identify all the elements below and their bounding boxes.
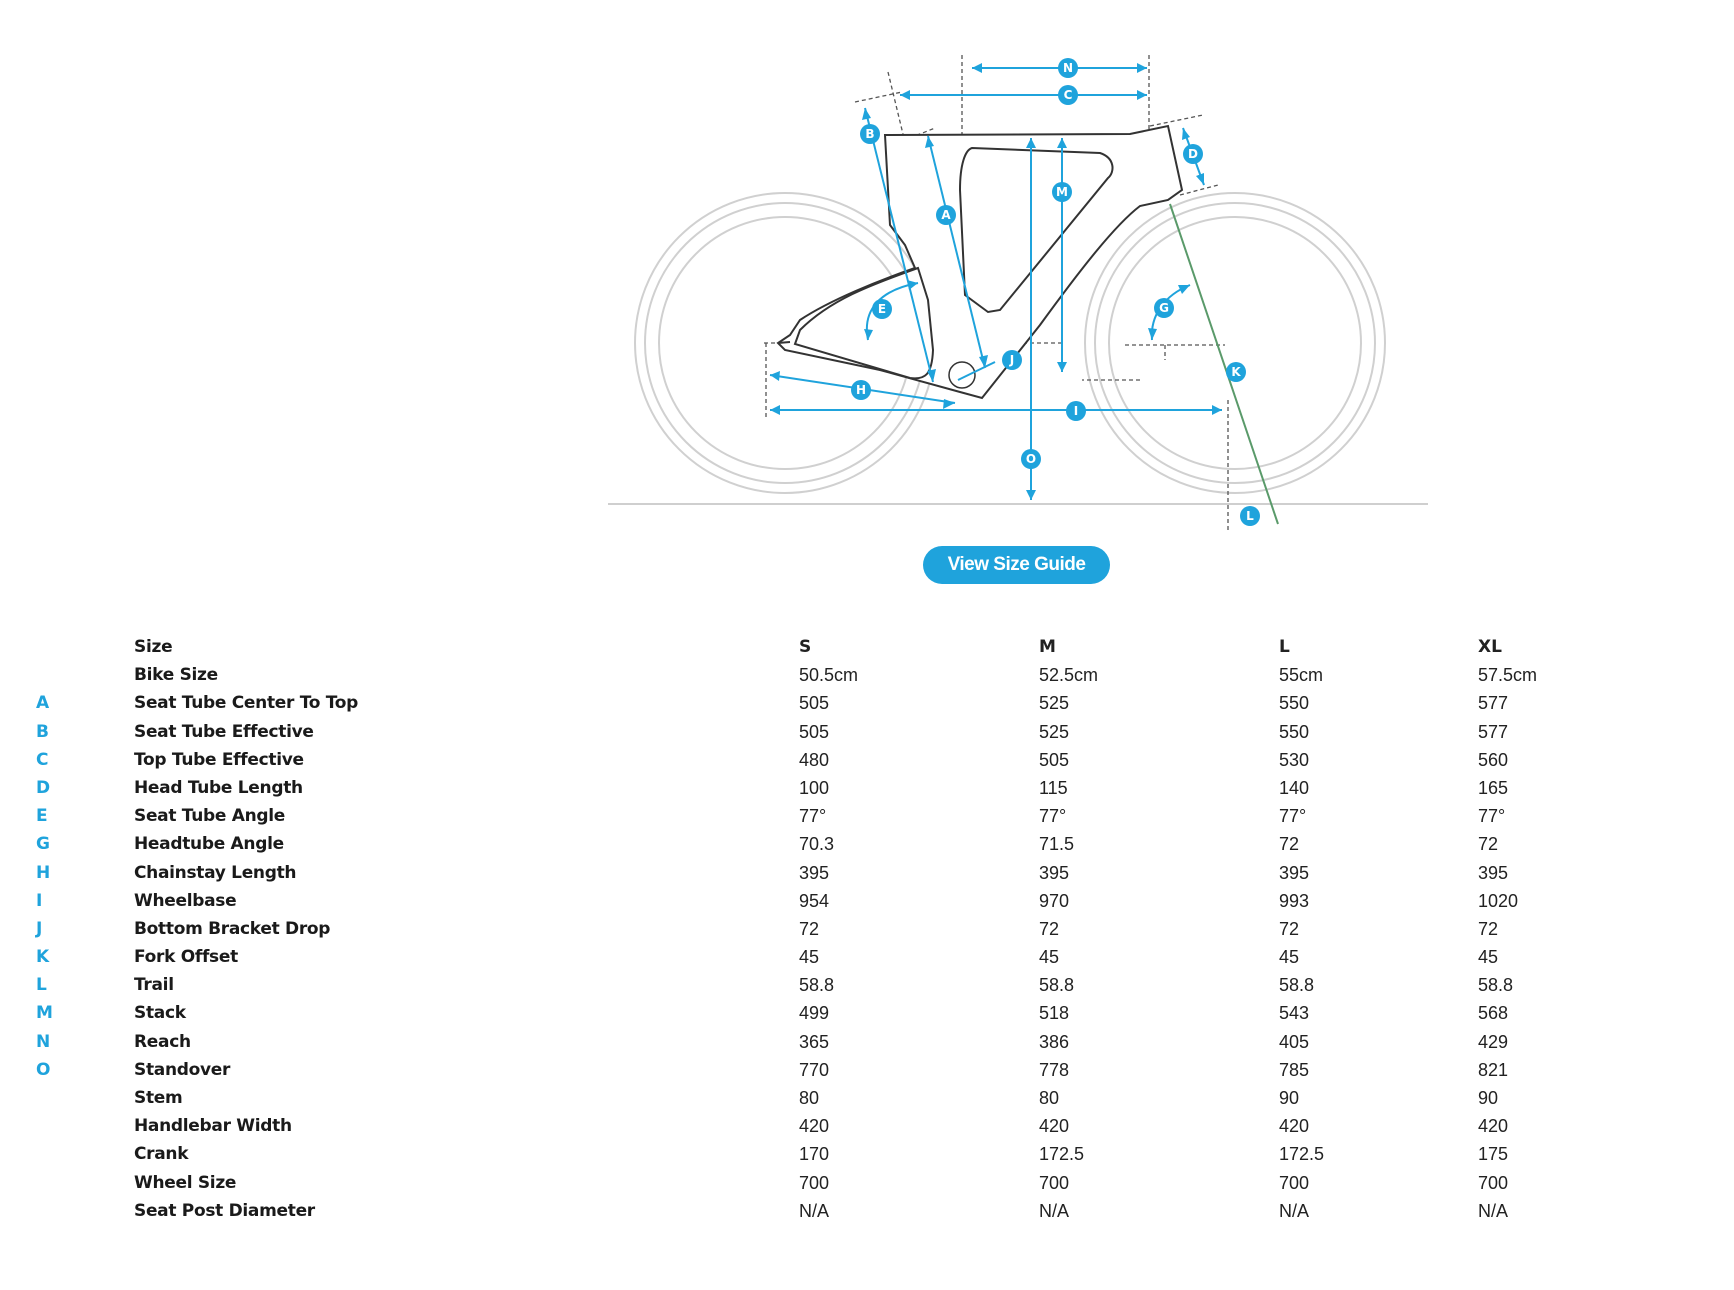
marker-K: [1226, 362, 1246, 382]
row-value: 77°: [799, 806, 827, 827]
marker-I: [1066, 401, 1086, 421]
row-value: 993: [1279, 890, 1310, 911]
row-letter: B: [36, 721, 49, 742]
row-value: 480: [799, 749, 830, 770]
marker-M: [1052, 182, 1072, 202]
row-value: 115: [1039, 777, 1068, 798]
row-value: 405: [1279, 1031, 1310, 1052]
row-value: 505: [799, 693, 830, 714]
row-label: Wheelbase: [134, 890, 237, 911]
table-row: [0, 915, 1734, 943]
table-row: [0, 1112, 1734, 1140]
row-label: Chainstay Length: [134, 862, 297, 883]
row-label: Wheel Size: [134, 1172, 237, 1193]
table-body: [0, 661, 1734, 1225]
svg-text:K: K: [1231, 365, 1241, 379]
row-label: Seat Tube Center To Top: [134, 693, 359, 714]
row-value: 420: [799, 1116, 830, 1137]
row-value: 72: [1478, 834, 1499, 855]
row-label: Headtube Angle: [134, 834, 284, 855]
row-value: 175: [1478, 1144, 1509, 1165]
row-label: Seat Tube Angle: [134, 806, 286, 827]
row-value: 55cm: [1279, 665, 1324, 686]
marker-D: [1183, 144, 1203, 164]
row-label: Seat Post Diameter: [134, 1200, 315, 1221]
row-value: 50.5cm: [799, 665, 859, 686]
row-label: Handlebar Width: [134, 1116, 292, 1137]
row-label: Bike Size: [134, 665, 218, 686]
row-value: 970: [1039, 890, 1070, 911]
row-value: 1020: [1478, 890, 1519, 911]
row-value: 700: [1478, 1172, 1509, 1193]
marker-L: [1240, 506, 1260, 526]
row-value: 52.5cm: [1039, 665, 1099, 686]
row-value: 58.8: [1279, 975, 1315, 996]
row-value: 395: [1039, 862, 1070, 883]
row-letter: M: [36, 1003, 53, 1024]
row-value: 45: [1039, 947, 1060, 968]
row-value: 45: [1279, 947, 1300, 968]
bike-geometry-diagram: [0, 0, 1734, 540]
row-label: Bottom Bracket Drop: [134, 918, 331, 939]
row-value: 77°: [1279, 806, 1307, 827]
svg-text:B: B: [865, 127, 875, 141]
row-value: 72: [1279, 834, 1300, 855]
row-value: 700: [1039, 1172, 1070, 1193]
row-label: Head Tube Length: [134, 777, 303, 798]
row-letter: N: [36, 1031, 51, 1052]
row-label: Fork Offset: [134, 947, 238, 968]
row-value: 365: [799, 1031, 830, 1052]
row-value: 543: [1279, 1003, 1310, 1024]
row-letter: J: [36, 918, 43, 939]
marker-C: [1058, 85, 1078, 105]
row-value: 71.5: [1039, 834, 1075, 855]
row-label: Trail: [134, 975, 174, 996]
table-row: [0, 689, 1734, 717]
row-value: 505: [1039, 749, 1070, 770]
svg-text:C: C: [1063, 88, 1073, 102]
row-value: N/A: [1478, 1200, 1509, 1221]
header-size-s: S: [799, 637, 812, 657]
svg-text:M: M: [1056, 185, 1068, 199]
row-value: 530: [1279, 749, 1310, 770]
row-value: 954: [799, 890, 830, 911]
header-size-label: Size: [134, 637, 173, 657]
row-value: 386: [1039, 1031, 1070, 1052]
row-letter: G: [36, 834, 50, 855]
row-value: 58.8: [799, 975, 835, 996]
row-value: 100: [799, 777, 830, 798]
marker-G: [1154, 298, 1174, 318]
row-letter: L: [36, 975, 47, 996]
table-row: [0, 1140, 1734, 1168]
row-value: 700: [1279, 1172, 1310, 1193]
row-label: Standover: [134, 1059, 231, 1080]
row-label: Stem: [134, 1088, 183, 1108]
row-value: 77°: [1478, 806, 1506, 827]
row-value: 165: [1478, 777, 1509, 798]
svg-text:E: E: [877, 302, 887, 316]
row-label: Stack: [134, 1003, 186, 1024]
svg-text:O: O: [1025, 452, 1037, 466]
marker-E: [872, 299, 892, 319]
svg-text:G: G: [1159, 301, 1169, 315]
row-value: 568: [1478, 1003, 1509, 1024]
row-letter: E: [36, 806, 48, 827]
table-row: [0, 859, 1734, 887]
row-value: 420: [1039, 1116, 1070, 1137]
geometry-table: [0, 633, 1734, 1225]
marker-A: [936, 205, 956, 225]
row-value: 505: [799, 721, 830, 742]
row-value: 420: [1279, 1116, 1310, 1137]
row-label: Top Tube Effective: [134, 749, 304, 770]
marker-B: [860, 124, 880, 144]
row-label: Seat Tube Effective: [134, 721, 314, 742]
svg-text:I: I: [1073, 404, 1079, 418]
row-value: 172.5: [1039, 1144, 1085, 1165]
row-value: 420: [1478, 1116, 1509, 1137]
svg-text:H: H: [855, 383, 867, 397]
row-value: 70.3: [799, 834, 835, 855]
row-value: 90: [1279, 1088, 1300, 1108]
row-letter: K: [36, 947, 50, 968]
svg-text:L: L: [1246, 509, 1254, 523]
row-label: Crank: [134, 1144, 189, 1165]
table-row: [0, 971, 1734, 999]
row-value: 172.5: [1279, 1144, 1325, 1165]
svg-text:J: J: [1009, 353, 1015, 367]
row-letter: C: [36, 749, 49, 770]
header-size-l: L: [1279, 637, 1290, 657]
row-value: 72: [799, 918, 820, 939]
row-value: 170: [799, 1144, 830, 1165]
table-row: [0, 999, 1734, 1027]
row-value: 525: [1039, 693, 1070, 714]
marker-N: [1058, 58, 1078, 78]
row-value: 72: [1039, 918, 1060, 939]
table-row: [0, 802, 1734, 830]
row-letter: A: [36, 693, 50, 714]
row-value: 45: [799, 947, 820, 968]
row-value: 395: [1279, 862, 1310, 883]
table-row: [0, 887, 1734, 915]
svg-text:A: A: [941, 208, 951, 222]
row-value: 700: [799, 1172, 830, 1193]
row-value: 58.8: [1478, 975, 1514, 996]
table-row: [0, 943, 1734, 971]
row-value: N/A: [1039, 1200, 1070, 1221]
row-value: 821: [1478, 1059, 1509, 1080]
row-value: 57.5cm: [1478, 665, 1538, 686]
table-row: [0, 1169, 1734, 1197]
row-value: 58.8: [1039, 975, 1075, 996]
view-size-guide-button[interactable]: View Size Guide: [923, 546, 1110, 584]
table-row: [0, 1084, 1734, 1112]
table-header-row: [0, 633, 1734, 661]
marker-H: [851, 380, 871, 400]
row-value: 72: [1279, 918, 1300, 939]
row-value: 550: [1279, 693, 1310, 714]
row-value: 499: [799, 1003, 830, 1024]
row-letter: O: [36, 1059, 51, 1080]
table-row: [0, 1056, 1734, 1084]
row-value: 140: [1279, 777, 1310, 798]
row-value: N/A: [1279, 1200, 1310, 1221]
row-value: 72: [1478, 918, 1499, 939]
front-wheel: [1085, 193, 1385, 493]
row-value: 577: [1478, 693, 1509, 714]
row-value: 550: [1279, 721, 1310, 742]
row-value: 577: [1478, 721, 1509, 742]
row-value: 395: [1478, 862, 1509, 883]
table-row: [0, 718, 1734, 746]
row-value: 429: [1478, 1031, 1509, 1052]
row-value: 778: [1039, 1059, 1070, 1080]
row-value: 770: [799, 1059, 830, 1080]
header-size-xl: XL: [1478, 637, 1502, 657]
table-row: [0, 661, 1734, 689]
marker-J: [1002, 350, 1022, 370]
row-value: 785: [1279, 1059, 1310, 1080]
row-value: 45: [1478, 947, 1499, 968]
table-row: [0, 746, 1734, 774]
svg-text:N: N: [1062, 61, 1074, 75]
row-value: 77°: [1039, 806, 1067, 827]
row-letter: D: [36, 777, 51, 798]
row-value: 80: [799, 1088, 820, 1108]
row-letter: I: [36, 890, 43, 911]
svg-text:D: D: [1188, 147, 1198, 161]
row-value: 90: [1478, 1088, 1499, 1108]
row-letter: H: [36, 862, 51, 883]
row-value: 395: [799, 862, 830, 883]
row-value: 560: [1478, 749, 1509, 770]
row-value: N/A: [799, 1200, 830, 1221]
table-row: [0, 774, 1734, 802]
row-value: 525: [1039, 721, 1070, 742]
row-value: 80: [1039, 1088, 1060, 1108]
fork-line: [1170, 204, 1278, 524]
table-row: [0, 830, 1734, 858]
marker-O: [1021, 449, 1041, 469]
header-size-m: M: [1039, 637, 1056, 657]
row-value: 518: [1039, 1003, 1070, 1024]
table-row: [0, 1028, 1734, 1056]
row-label: Reach: [134, 1031, 191, 1052]
table-row: [0, 1197, 1734, 1225]
